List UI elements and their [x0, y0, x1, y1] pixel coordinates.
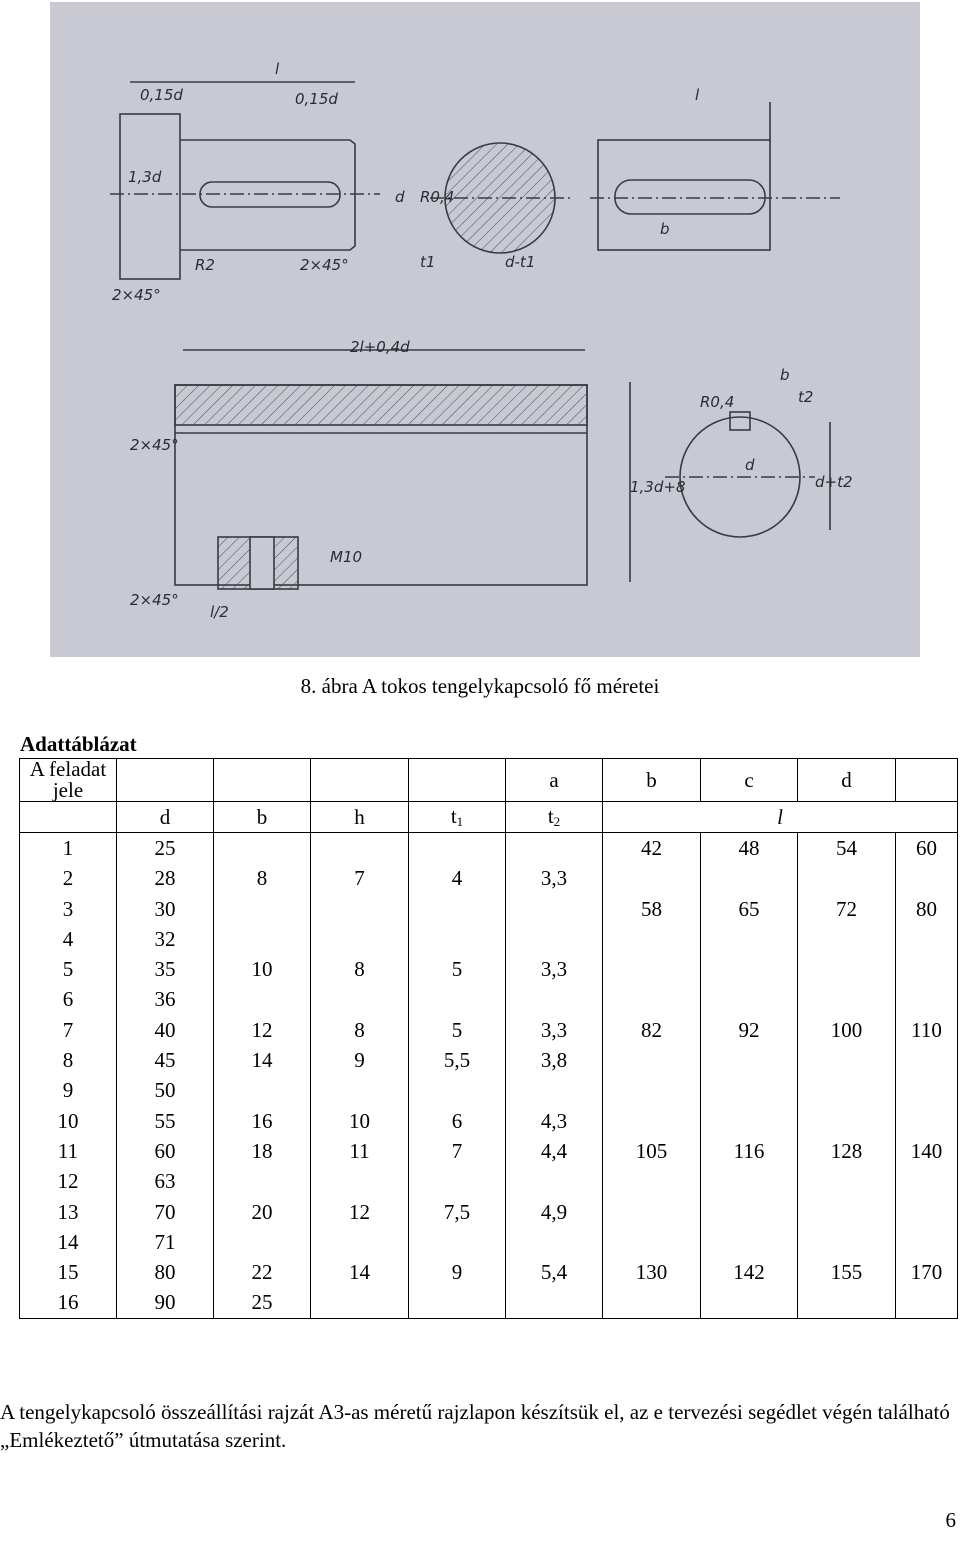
- header-col-d: d: [117, 802, 214, 833]
- cell-b: 65: [701, 894, 798, 924]
- cell-a: 58: [603, 894, 701, 924]
- svg-text:t2: t2: [798, 388, 814, 406]
- svg-text:l: l: [695, 86, 700, 104]
- cell-d: 40: [117, 1015, 214, 1045]
- svg-text:2×45°: 2×45°: [112, 286, 161, 304]
- table-title: Adattáblázat: [20, 732, 137, 756]
- cell-a: 42: [603, 833, 701, 864]
- cell-dd: 60: [896, 833, 958, 864]
- cell-d: 50: [117, 1076, 214, 1106]
- cell-key-h: 11: [311, 1136, 409, 1166]
- svg-text:2×45°: 2×45°: [300, 256, 349, 274]
- cell-key-t2: 4,9: [506, 1197, 603, 1227]
- cell-key-b: 14: [214, 1045, 311, 1075]
- cell-key-t2: 4,4: [506, 1136, 603, 1166]
- cell-a: 82: [603, 1015, 701, 1045]
- cell-d: 36: [117, 985, 214, 1015]
- cell-key-h: 9: [311, 1045, 409, 1075]
- svg-text:b: b: [660, 220, 670, 238]
- cell-key-t1: 7: [409, 1136, 506, 1166]
- table-row: [20, 1227, 958, 1257]
- svg-text:1,3d+8: 1,3d+8: [630, 478, 686, 496]
- header-col-h: h: [311, 802, 409, 833]
- cell-key-h: 12: [311, 1197, 409, 1227]
- cell-key-h: 8: [311, 1015, 409, 1045]
- row-id: 3: [20, 894, 117, 924]
- cell-d: 90: [117, 1288, 214, 1319]
- cell-key-t2: 4,3: [506, 1106, 603, 1136]
- header-col-t2: $t_2$: [506, 802, 603, 833]
- cell-d: 80: [117, 1257, 214, 1287]
- cell-key-t1: 6: [409, 1106, 506, 1136]
- instruction-paragraph: A tengelykapcsoló összeállítási rajzát A3-as méretű rajzlapon készítsük el, az e tervezési segédlet végén található „Emlékeztető” útmutatása szerint.: [0, 1400, 950, 1452]
- table-row: [20, 1106, 958, 1136]
- figure-caption: 8. ábra A tokos tengelykapcsoló fő méretei: [300, 674, 660, 698]
- svg-text:R2: R2: [195, 256, 215, 274]
- svg-text:d: d: [395, 188, 405, 206]
- cell-b: 48: [701, 833, 798, 864]
- row-id: 12: [20, 1167, 117, 1197]
- row-id: 10: [20, 1106, 117, 1136]
- row-id: 16: [20, 1288, 117, 1319]
- cell-a: 105: [603, 1136, 701, 1166]
- svg-text:2l+0,4d: 2l+0,4d: [350, 338, 410, 356]
- cell-c: 54: [798, 833, 896, 864]
- row-id: 5: [20, 954, 117, 984]
- cell-c: 155: [798, 1257, 896, 1287]
- cell-key-h: 14: [311, 1257, 409, 1287]
- svg-text:0,15d: 0,15d: [140, 86, 183, 104]
- cell-key-t1: 5,5: [409, 1045, 506, 1075]
- table-row: [20, 1257, 958, 1287]
- table-row: [20, 954, 958, 984]
- hub-section-upper: [175, 385, 587, 425]
- table-row: [20, 1076, 958, 1106]
- header-col-b: b: [214, 802, 311, 833]
- cell-b: 92: [701, 1015, 798, 1045]
- cell-dd: 80: [896, 894, 958, 924]
- row-id: 6: [20, 985, 117, 1015]
- row-id: 8: [20, 1045, 117, 1075]
- cell-d: 35: [117, 954, 214, 984]
- table-row: [20, 894, 958, 924]
- svg-text:b: b: [780, 366, 790, 384]
- row-id: 14: [20, 1227, 117, 1257]
- technical-drawing-photo: [50, 2, 920, 657]
- cell-key-b: 10: [214, 954, 311, 984]
- row-id: 9: [20, 1076, 117, 1106]
- row-id: 4: [20, 924, 117, 954]
- cell-c: 72: [798, 894, 896, 924]
- cell-dd: 170: [896, 1257, 958, 1287]
- cell-d: 70: [117, 1197, 214, 1227]
- svg-text:t1: t1: [420, 253, 436, 271]
- cell-key-t1: 9: [409, 1257, 506, 1287]
- table-row: [20, 833, 958, 864]
- table-row: [20, 924, 958, 954]
- svg-text:l/2: l/2: [210, 603, 229, 621]
- table-row: [20, 985, 958, 1015]
- svg-text:d: d: [745, 456, 755, 474]
- cell-key-b: 16: [214, 1106, 311, 1136]
- cell-c: 128: [798, 1136, 896, 1166]
- cell-key-t1: 7,5: [409, 1197, 506, 1227]
- header-row-cols: [20, 802, 958, 833]
- cell-key-h: 10: [311, 1106, 409, 1136]
- cell-key-b: 18: [214, 1136, 311, 1166]
- table-row: [20, 1045, 958, 1075]
- cell-d: 32: [117, 924, 214, 954]
- cell-d: 71: [117, 1227, 214, 1257]
- cell-a: 130: [603, 1257, 701, 1287]
- cell-key-b: 20: [214, 1197, 311, 1227]
- table-row: [20, 1288, 958, 1319]
- cell-d: 55: [117, 1106, 214, 1136]
- cell-key-t2: 3,3: [506, 954, 603, 984]
- svg-text:R0,4: R0,4: [700, 393, 735, 411]
- cell-key-t2: 3,3: [506, 1015, 603, 1045]
- table-row: [20, 864, 958, 894]
- table-row: [20, 1136, 958, 1166]
- svg-text:d-t1: d-t1: [505, 253, 536, 271]
- table-row: [20, 1167, 958, 1197]
- cell-key-t1: 4: [409, 864, 506, 894]
- cell-d: 28: [117, 864, 214, 894]
- svg-text:d+t2: d+t2: [815, 473, 853, 491]
- row-id: 1: [20, 833, 117, 864]
- header-b: b: [603, 759, 701, 802]
- row-id: 15: [20, 1257, 117, 1287]
- cell-d: 63: [117, 1167, 214, 1197]
- svg-text:1,3d: 1,3d: [128, 168, 162, 186]
- svg-text:2×45°: 2×45°: [130, 436, 179, 454]
- cell-key-t2: 5,4: [506, 1257, 603, 1287]
- cell-d: 25: [117, 833, 214, 864]
- cell-c: 100: [798, 1015, 896, 1045]
- row-id: 7: [20, 1015, 117, 1045]
- row-id: 13: [20, 1197, 117, 1227]
- data-table: [19, 758, 958, 1319]
- cell-key-t1: 5: [409, 954, 506, 984]
- header-c: c: [701, 759, 798, 802]
- svg-text:0,15d: 0,15d: [295, 90, 338, 108]
- header-col-l: l: [603, 802, 958, 833]
- header-col-t1: $t_1$: [409, 802, 506, 833]
- svg-text:M10: M10: [330, 548, 363, 566]
- header-a: a: [506, 759, 603, 802]
- cell-dd: 140: [896, 1136, 958, 1166]
- cell-key-b: 25: [214, 1288, 311, 1319]
- table-row: [20, 1197, 958, 1227]
- cell-d: 30: [117, 894, 214, 924]
- cell-key-b: 22: [214, 1257, 311, 1287]
- cell-b: 116: [701, 1136, 798, 1166]
- header-jele: A feladat jele: [20, 759, 117, 802]
- cell-key-b: 8: [214, 864, 311, 894]
- table-row: [20, 1015, 958, 1045]
- cell-key-t2: 3,8: [506, 1045, 603, 1075]
- cell-d: 60: [117, 1136, 214, 1166]
- cell-dd: 110: [896, 1015, 958, 1045]
- cell-key-h: 8: [311, 954, 409, 984]
- row-id: 2: [20, 864, 117, 894]
- svg-text:2×45°: 2×45°: [130, 591, 179, 609]
- cell-d: 45: [117, 1045, 214, 1075]
- row-id: 11: [20, 1136, 117, 1166]
- cell-key-h: 7: [311, 864, 409, 894]
- page-number: 6: [945, 1508, 956, 1532]
- cell-key-t1: 5: [409, 1015, 506, 1045]
- header-row-letters: [20, 759, 958, 802]
- cell-key-t2: 3,3: [506, 864, 603, 894]
- svg-text:R0,4: R0,4: [420, 188, 455, 206]
- header-d: d: [798, 759, 896, 802]
- svg-text:l: l: [275, 60, 280, 78]
- cell-key-b: 12: [214, 1015, 311, 1045]
- cell-b: 142: [701, 1257, 798, 1287]
